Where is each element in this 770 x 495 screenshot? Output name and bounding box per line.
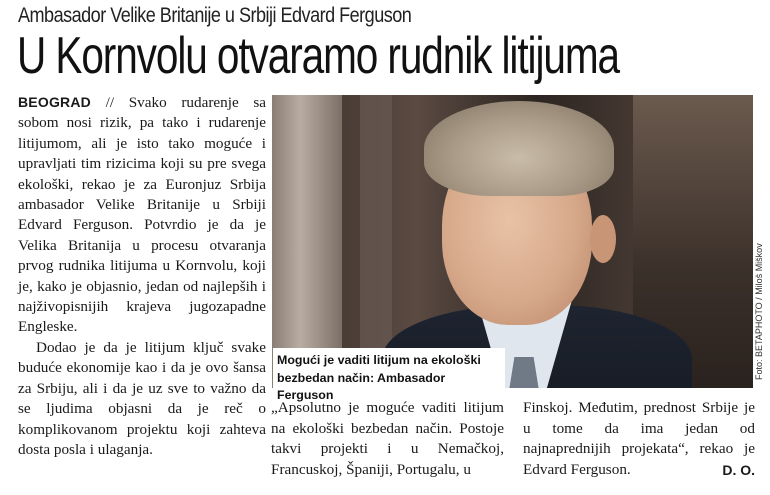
article-paragraph-4 — [523, 398, 755, 480]
photo-caption: Mogući je vaditi litijum na ekološki bezbedan način: Ambasador Ferguson — [273, 348, 505, 410]
photo-background-pillar — [272, 95, 342, 388]
article-paragraph-1 — [18, 92, 266, 338]
article-headline: U Kornvolu otvaramo rudnik litijuma — [17, 27, 619, 85]
article-kicker: Ambasador Velike Britanije u Srbiji Edvard Ferguson — [18, 4, 412, 27]
article-column-1 — [18, 92, 266, 460]
dateline-separator: // — [90, 94, 129, 111]
photo-ear — [590, 215, 616, 263]
photo-hair — [424, 101, 614, 196]
ambassador-photo — [272, 95, 753, 388]
paragraph-1-text: Svako rudarenje sa sobom nosi rizik, pa tako i rudarenje litijumom, ali je isto tako moguće i upravljati tim rizicima koji su pre svega ekološki, rekao je za Euronjuz Srbija ambasador Velike Britanije u Srbiji Edvard Ferguson. Potvrdio je da je Velika Britanija u procesu otvaranja prvog rudnika litijuma u Kornvolu, koji je, kako je objasnio, jedan od najlepših i najživopisnijih krajeva jugozapadne Engleske. — [18, 94, 266, 336]
article-paragraph-2: Dodao je da je litijum ključ svake buduće ekonomije kao i da je ovo šansa za Srbiju, ali i da je uz sve to važno da se ljudima objasni da je reč o komplikovanom projektu koji zahteva dosta posla i ulaganja. — [18, 338, 266, 458]
article-column-2 — [271, 398, 504, 480]
author-signature: D. O. — [722, 461, 755, 478]
paragraph-4-text: Finskoj. Međutim, prednost Srbije je u tome da ima jedan od najnaprednijih projekata“, rekao je Edvard Ferguson. — [523, 399, 755, 478]
photo-credit: Foto: BETAPHOTO / Miloš Miškov — [754, 243, 764, 380]
article-paragraph-3: „Apsolutno je moguće vaditi litijum na ekološki bezbedan način. Postoje takvi projekti i u Nemačkoj, Francuskoj, Španiji, Portugalu, u — [271, 399, 504, 478]
article-column-3 — [523, 398, 755, 480]
dateline: BEOGRAD — [18, 94, 91, 110]
